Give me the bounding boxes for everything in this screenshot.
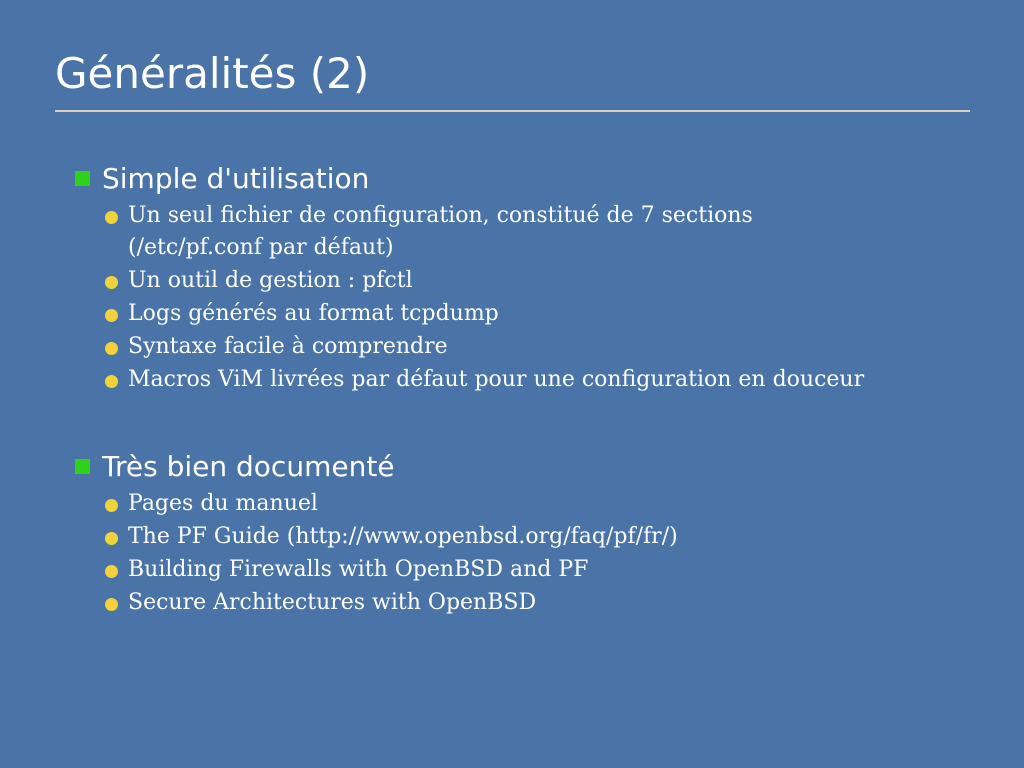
list-item: [105, 488, 975, 520]
list-item-label: Macros ViM livrées par défaut pour une configuration en douceur: [128, 367, 865, 392]
slide-content: [75, 160, 975, 620]
square-bullet-icon: [75, 171, 90, 186]
list-item: [105, 298, 975, 330]
list-item-label: Pages du manuel: [128, 491, 318, 516]
list-item-label: The PF Guide (http://www.openbsd.org/faq/pf/fr/): [128, 524, 678, 549]
list-item: [105, 521, 975, 553]
list-item-label: Secure Architectures with OpenBSD: [128, 590, 537, 615]
section-heading: Simple d'utilisation: [102, 162, 370, 195]
square-bullet-icon: [75, 459, 90, 474]
list-item-label: Logs générés au format tcpdump: [128, 301, 499, 326]
dot-bullet-icon: [105, 276, 118, 289]
section-heading-row: [75, 448, 975, 486]
list-item: [105, 587, 975, 619]
list-item: [105, 200, 975, 264]
dot-bullet-icon: [105, 598, 118, 611]
list-item: [105, 554, 975, 586]
list-item: [105, 331, 975, 363]
list-item-label: Building Firewalls with OpenBSD and PF: [128, 557, 589, 582]
list-item: [105, 265, 975, 297]
title-divider: [55, 110, 970, 112]
dot-bullet-icon: [105, 342, 118, 355]
page-title: Généralités (2): [55, 49, 370, 98]
list-item-label: Un outil de gestion : pfctl: [128, 268, 413, 293]
list-item-label: Un seul fichier de configuration, constitué de 7 sections (/etc/pf.conf par défaut): [128, 203, 753, 260]
dot-bullet-icon: [105, 565, 118, 578]
dot-bullet-icon: [105, 532, 118, 545]
section-simple-utilisation: [75, 160, 975, 396]
section-heading: Très bien documenté: [102, 450, 395, 483]
list-item-label: Syntaxe facile à comprendre: [128, 334, 448, 359]
slide-title-area: [55, 48, 970, 112]
section-heading-row: [75, 160, 975, 198]
dot-bullet-icon: [105, 375, 118, 388]
dot-bullet-icon: [105, 211, 118, 224]
section-tres-bien-documente: [75, 448, 975, 619]
dot-bullet-icon: [105, 499, 118, 512]
list-item: [105, 364, 975, 396]
dot-bullet-icon: [105, 309, 118, 322]
